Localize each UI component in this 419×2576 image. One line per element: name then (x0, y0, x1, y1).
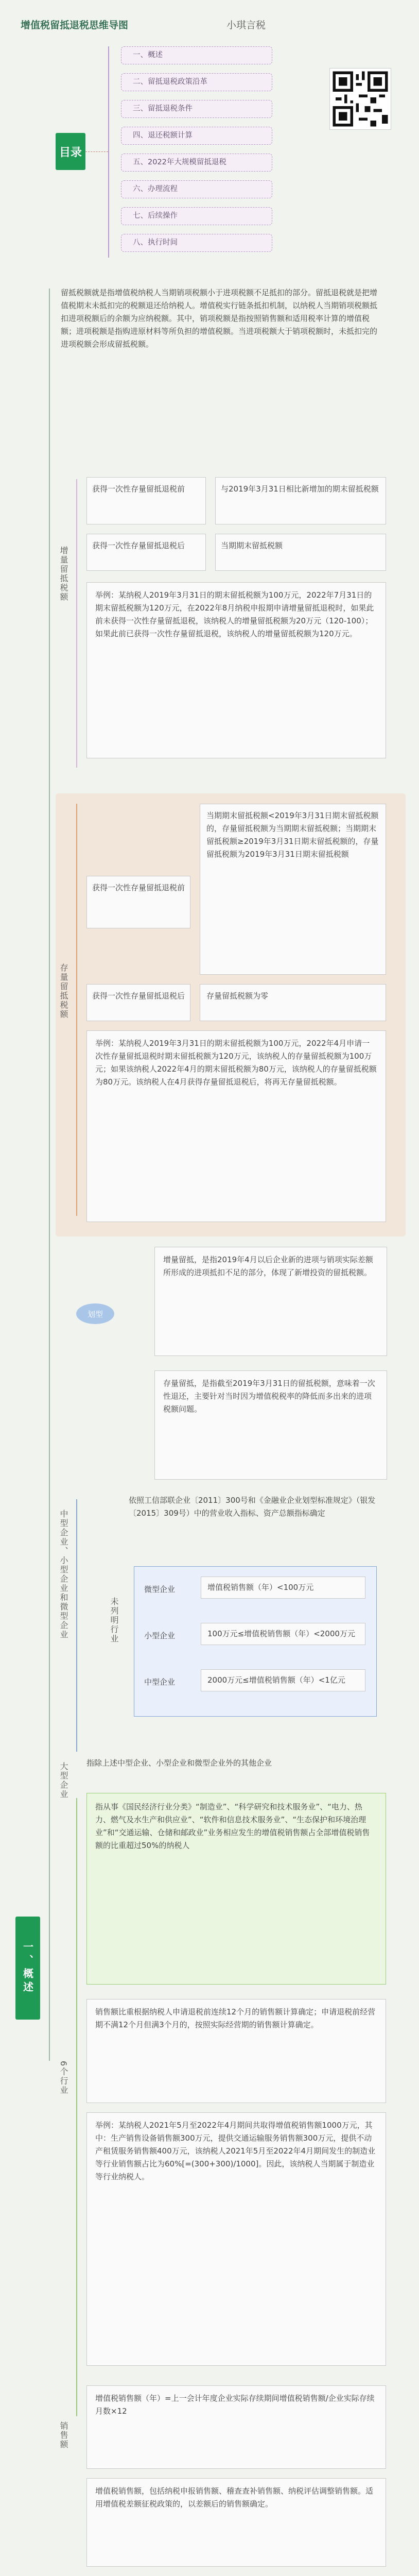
six-industries-text: 指从事《国民经济行业分类》“制造业”、“科学研究和技术服务业”、“电力、热力、燃气及水生产和供应业”、“软件和信息技术服务业”、“生态保护和环境治理业”和“交通运输、仓储和邮政业”业务相应发生的增值税销售额占全部增值税销售额的比重超过50%的纳税人 (95, 1802, 370, 1850)
qr-code-icon (329, 68, 391, 130)
incremental-example (86, 582, 386, 758)
toc-item[interactable]: 四、退还税额计算 (121, 127, 272, 145)
calc-example-text: 举例：某纳税人2021年5月至2022年4月期间共取得增值税销售额1000万元，其中：生产销售设备销售额300万元，提供交通运输服务销售额300万元，提供不动产租赁服务销售额400万元，该纳税人2021年5月至2022年4月期间发生的制造业等行业销售额占比为60%[=(300+300)/1000]。因此，该纳税人当期属于制造业等行业纳税人。 (95, 2121, 376, 2181)
page-title: 增值税留抵退税思维导图 (21, 20, 129, 31)
incremental-left-1 (86, 477, 206, 524)
stock-label: 存量留抵税额 (59, 963, 68, 1019)
incremental-definition (154, 1247, 387, 1356)
size-row-label: 小型企业 (144, 1631, 176, 1640)
calc-rule-text: 销售额比重根据纳税人申请退税前连续12个月的销售额计算确定；申请退税前经营期不满12个月但满3个月的，按照实际经营期的销售额计算确定。 (95, 2007, 376, 2029)
sales-formula-box (86, 2385, 386, 2469)
size-criteria: 依照工信部联企业〔2011〕300号和《金融业企业划型标准规定》（银发〔2015〕309号）中的营业收入指标、资产总额指标确定 (129, 1496, 376, 1518)
incremental-left-2 (86, 534, 206, 571)
toc-item[interactable]: 二、留抵退税政策沿革 (121, 73, 272, 91)
unlisted-industry-label: 未列明行业 (109, 1597, 119, 1643)
toc-item[interactable]: 七、后续操作 (121, 207, 272, 225)
six-bracket (76, 1798, 77, 2416)
stock-left-1 (86, 876, 190, 928)
classify-bubble: 划型 (76, 1303, 114, 1324)
stock-right-1-text: 当期期末留抵税额<2019年3月31日期末留抵税额的，存量留抵税额为当期期末留抵税额；当期期末留抵税额≥2019年3月31日期末留抵税额的，存量留抵税额为2019年3月31日期末留抵税额 (206, 811, 379, 859)
toc-bracket (108, 46, 109, 258)
incremental-right-2 (215, 534, 386, 571)
toc-item[interactable]: 六、办理流程 (121, 180, 272, 198)
stock-bracket (76, 804, 77, 1216)
six-industries-label: 6个行业 (59, 2061, 68, 2095)
size-row-label: 微型企业 (144, 1585, 176, 1594)
sales-scope-text: 增值税销售额，包括纳税申报销售额、稽查查补销售额、纳税评估调整销售额。适用增值税差额征税政策的，以差额后的销售额确定。 (95, 2486, 374, 2509)
stock-right-1 (200, 804, 386, 975)
stock-right-2 (200, 984, 386, 1021)
toc-connector (85, 151, 108, 152)
toc-item[interactable]: 一、概述 (121, 46, 272, 64)
stock-left-2-text: 获得一次性存量留抵退税后 (92, 991, 185, 1001)
stock-definition (154, 1370, 387, 1480)
incremental-right-2-text: 当期期末留抵税额 (221, 541, 283, 550)
stock-definition-text: 存量留抵，是指截至2019年3月31日的留抵税额，意味着一次性退还，主要针对当时因为增值税税率的降低而多出来的进项税额问题。 (163, 1379, 375, 1414)
overview-bracket (49, 289, 50, 2061)
toc-item[interactable]: 八、执行时间 (121, 234, 272, 252)
toc-item[interactable]: 五、2022年大规模留抵退税 (121, 154, 272, 172)
incremental-bracket (76, 479, 77, 768)
large-text: 指除上述中型企业、小型企业和微型企业外的其他企业 (86, 1758, 272, 1768)
calc-example-box (86, 2112, 386, 2366)
incremental-left-1-text: 获得一次性存量留抵退税前 (92, 484, 185, 494)
toc-item[interactable]: 三、留抵退税条件 (121, 100, 272, 118)
large-label: 大型企业 (59, 1762, 68, 1799)
sales-formula-text: 增值税销售额（年）=上一会计年度企业实际存续期间增值税销售额/企业实际存续月数×12 (95, 2394, 375, 2416)
six-industries-box (86, 1793, 386, 1985)
section-overview-label: 一、概述 (15, 1917, 40, 2020)
toc-label: 目录 (56, 133, 85, 170)
incremental-left-2-text: 获得一次性存量留抵退税后 (92, 541, 185, 550)
size-row-label: 中型企业 (144, 1677, 176, 1687)
size-row-value: 100万元≤增值税销售额（年）<2000万元 (201, 1623, 365, 1645)
incremental-label: 增量留抵税额 (59, 546, 68, 602)
stock-left-1-text: 获得一次性存量留抵退税前 (92, 883, 185, 892)
size-bracket (76, 1499, 77, 1752)
stock-example-text: 举例：某纳税人2019年3月31日的期末留抵税额为100万元，2022年4月申请一次性存量留抵退税时期末留抵税额为120万元，该纳税人的存量留抵税额为100万元；如果该纳税人2022年4月的期末留抵税额为80万元，该纳税人的存量留抵税额为80万元。该纳税人在4月获得存量留抵退税后，将再无存量留抵税额。 (95, 1039, 377, 1087)
stock-example (86, 1030, 386, 1222)
overview-intro: 留抵税额就是指增值税纳税人当期销项税额小于进项税额不足抵扣的部分。留抵退税就是把增值税期末未抵扣完的税额退还给纳税人。增值税实行链条抵扣机制，以纳税人当期销项税额抵扣进项税额后的余额为应纳税额。其中，销项税额是指按照销售额和适用税率计算的增值税额；进项税额是指购进原材料等所负担的增值税额。当进项税额大于销项税额时，未抵扣完的进项税额会形成留抵税额。 (61, 288, 378, 349)
incremental-example-text: 举例：某纳税人2019年3月31日的期末留抵税额为100万元，2022年7月31日的期末留抵税额为120万元，在2022年8月纳税申报期申请增量留抵退税时，如果此前未获得一次性存量留抵退税，该纳税人的增量留抵税额为20万元（120-100）；如果此前已获得一次性存量留抵退税，该纳税人的增量留抵税额为120万元。 (95, 590, 374, 638)
sales-label: 销售额 (59, 2421, 68, 2449)
size-label: 中型企业、小型企业和微型企业 (59, 1510, 68, 1639)
incremental-definition-text: 增量留抵，是指2019年4月以后企业新的进项与销项实际差额所形成的进项抵扣不足的部分，体现了新增投资的留抵税额。 (163, 1255, 373, 1277)
author-name: 小琪言税 (226, 20, 266, 31)
stock-right-2-text: 存量留抵税额为零 (206, 991, 269, 1001)
incremental-right-1-text: 与2019年3月31日相比新增加的期末留抵税额 (221, 484, 379, 494)
size-row-value: 2000万元≤增值税销售额（年）<1亿元 (201, 1669, 365, 1691)
sales-scope-box (86, 2478, 386, 2567)
incremental-right-1 (215, 477, 386, 524)
stock-left-2 (86, 984, 190, 1021)
size-row-value: 增值税销售额（年）<100万元 (201, 1577, 365, 1599)
calc-rule-box (86, 1999, 386, 2103)
